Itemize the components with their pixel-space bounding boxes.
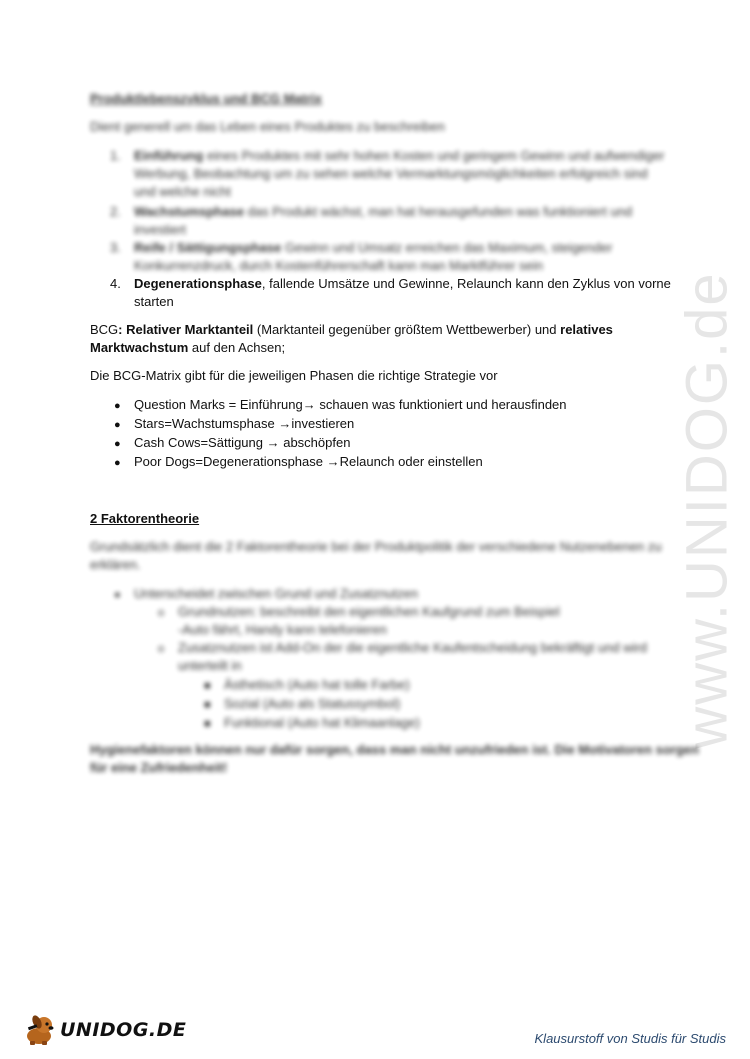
phase-3-line2: Konkurrenzdruck, durch Kostenführerschaft kann man Marktführer sein [134,258,543,273]
strategy-text: Cash Cows=Sättigung [134,435,267,450]
arrow-right-icon: → [326,454,340,469]
bullet-icon: ● [114,438,121,450]
l3-text: Ästhetisch (Auto hat tolle Farbe) [224,677,410,692]
l3-text: Funktional (Auto hat Klimaanlage) [224,715,420,730]
strategy-text: Question Marks = Einführung [134,397,303,412]
bcg-line2 [90,339,285,357]
phase-2-num: 2. [110,204,121,219]
logo-text: UNIDOG.DE [60,1019,187,1041]
phase-2-line2: investiert [134,222,187,237]
l2b-text: Zusatznutzen ist Add-On der die eigentliche Kaufentscheidung bekräftigt und wird [178,640,648,655]
l2b-line2: unterteilt in [178,658,242,673]
phase-3-bold: Reife / Sättigungsphase [134,240,282,255]
strategy-text: Poor Dogs=Degenerationsphase [134,454,327,469]
phase-4-num: 4. [110,276,121,291]
strategy-rest: Relaunch oder einstellen [339,454,483,469]
arrow-right-icon: → [302,397,316,412]
phase-1 [110,147,664,165]
phase-3-line1: Gewinn und Umsatz erreichen das Maximum, steigender [281,240,613,255]
square-bullet-icon: ■ [204,718,211,730]
l1-item [114,585,418,604]
phase-2-line1: das Produkt wächst, man hat herausgefunden was funktioniert und [244,204,633,219]
strategy-item [114,434,350,453]
l3-item [204,695,400,714]
phase-4 [110,275,671,293]
strategy-intro: Die BCG-Matrix gibt für die jeweiligen Phasen die richtige Strategie vor [90,368,498,383]
l2a-text: Grundnutzen: beschreibt den eigentlichen Kaufgrund zum Beispiel [178,604,560,619]
section2-intro-line2: erklären. [90,557,141,572]
strategy-item [114,396,567,415]
bcg-bold2: relatives [560,322,613,337]
closing-line2: für eine Zufriedenheit! [90,760,228,775]
watermark-text: www.UNIDOG.de [675,271,741,749]
phase-2 [110,203,632,221]
arrow-right-icon: → [278,416,292,431]
phase-1-num: 1. [110,148,121,163]
phase-4-bold: Degenerationsphase [134,276,262,291]
strategy-item [114,415,354,434]
bcg-bold1: : Relativer Marktanteil [118,322,254,337]
bullet-icon: ● [114,419,121,431]
phase-2-bold: Wachstumsphase [134,204,245,219]
l2a-item [158,603,560,622]
phase-1-line1: eines Produktes mit sehr hohen Kosten und geringem Gewinn und aufwendiger [203,148,665,163]
phase-1-bold: Einführung [134,148,204,163]
bullet-icon: ● [114,457,121,469]
strategy-rest: investieren [291,416,355,431]
dog-icon [22,1014,56,1046]
section1-intro: Dient generell um das Leben eines Produktes zu beschreiben [90,119,445,134]
phase-3-num: 3. [110,240,121,255]
bcg-prefix: BCG [90,322,119,337]
section2-title: 2 Faktorentheorie [90,511,200,526]
strategy-item [114,453,483,472]
strategy-rest: schauen was funktioniert und herausfinden [315,397,567,412]
l1-text: Unterscheidet zwischen Grund und Zusatznutzen [134,586,418,601]
l2b-item [158,639,647,658]
strategy-text: Stars=Wachstumsphase [134,416,279,431]
phase-1-line2: Werbung, Beobachtung um zu sehen welche Vermarktungsmöglichkeiten erfolgreich sind [134,166,648,181]
bcg-mid: (Marktanteil gegenüber größtem Wettbewerber) und [253,322,561,337]
phase-4-line1: , fallende Umsätze und Gewinne, Relaunch kann den Zyklus von vorne [261,276,671,291]
square-bullet-icon: ■ [204,680,211,692]
phase-1-line3: und welche nicht [134,184,231,199]
watermark [668,271,748,749]
phase-4-line2: starten [134,294,174,309]
bcg-line1 [90,321,613,339]
bcg-bold3: Marktwachstum [90,340,189,355]
square-bullet-icon: ■ [204,699,211,711]
sub-bullet-icon: o [158,643,165,655]
bullet-icon: ● [114,589,121,601]
section1-title: Produktlebenszyklus und BCG Matrix [90,91,322,106]
section2-intro-line1: Grundsätzlich dient die 2 Faktorentheorie bei der Produktpolitik der verschiedene Nutzenebenen zu [90,539,662,554]
strategy-rest: abschöpfen [279,435,351,450]
unidog-logo [22,1014,186,1046]
l3-text: Sozial (Auto als Statussymbol) [224,696,401,711]
phase-3 [110,239,612,257]
bullet-icon: ● [114,400,121,412]
sub-bullet-icon: o [158,607,165,619]
l3-item [204,676,410,695]
l2a-line2: -Auto fährt, Handy kann telefonieren [178,622,387,637]
l3-item [204,714,420,733]
closing-line1: Hygienefaktoren können nur dafür sorgen, dass man nicht unzufrieden ist. Die Motivatoren sorgen [90,742,699,757]
bcg-end: auf den Achsen; [188,340,286,355]
footer-tagline: Klausurstoff von Studis für Studis [534,1031,726,1046]
arrow-right-icon: → [266,435,280,450]
